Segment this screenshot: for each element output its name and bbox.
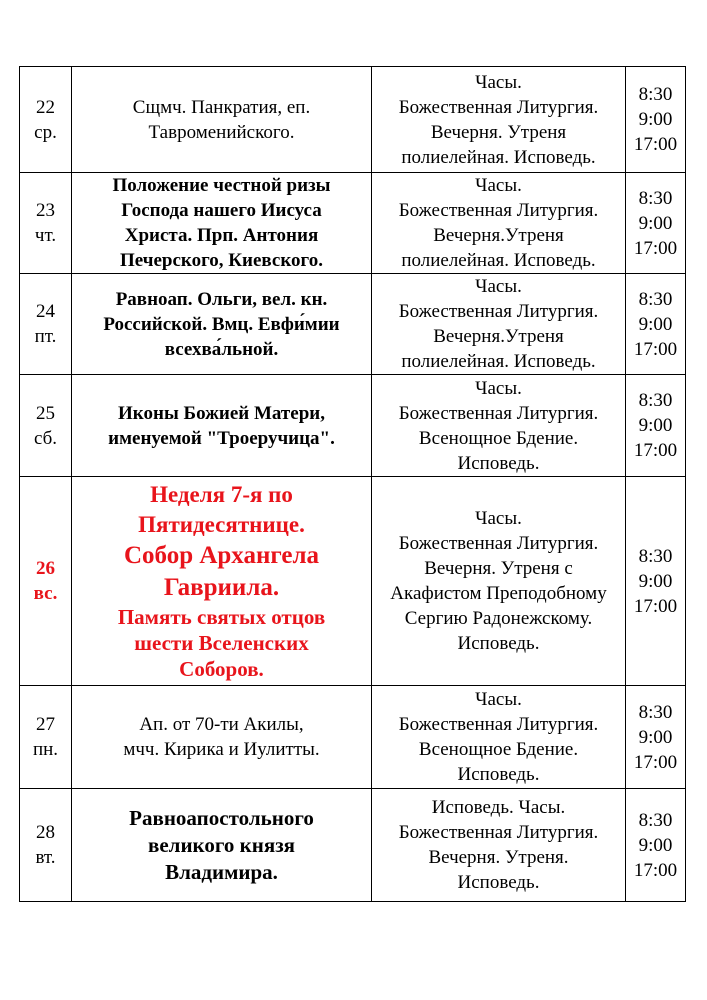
services-cell	[372, 477, 626, 686]
feast-cell	[72, 173, 372, 274]
service-line: Божественная Литургия.	[398, 200, 599, 221]
service-line: Исповедь.	[457, 633, 540, 654]
time-value: 8:30	[638, 390, 673, 411]
feast-line: Господа нашего Иисуса	[121, 200, 322, 221]
weekday: ср.	[34, 121, 57, 143]
feast-line: Печерского, Киевского.	[120, 250, 323, 271]
feast-cell	[72, 274, 372, 375]
time-value: 17:00	[633, 440, 678, 461]
service-line: Сергию Радонежскому.	[404, 608, 593, 629]
feast-line: Тавроменийского.	[148, 121, 295, 143]
table-row	[20, 67, 686, 173]
service-line: Часы.	[475, 508, 522, 529]
feast-line: шести Вселенских	[134, 631, 309, 655]
service-line: полиелейная. Исповедь.	[401, 146, 596, 168]
date-cell	[20, 274, 72, 375]
service-line: Часы.	[475, 276, 522, 297]
time-value: 9:00	[638, 313, 673, 335]
service-line: Божественная Литургия.	[398, 402, 599, 424]
date-cell	[20, 789, 72, 902]
service-line: Всенощное Бдение.	[418, 739, 579, 760]
feast-line: Неделя 7-я по	[150, 482, 293, 507]
service-line: Часы.	[475, 689, 522, 710]
weekday: вс.	[33, 583, 58, 604]
day-number: 25	[36, 402, 55, 424]
table-row-sunday	[20, 477, 686, 686]
service-line: Божественная Литургия.	[398, 714, 599, 735]
feast-cell	[72, 375, 372, 477]
times-cell	[626, 477, 686, 686]
feast-cell	[72, 686, 372, 789]
services-cell	[372, 274, 626, 375]
feast-line: Соборов.	[179, 657, 264, 681]
feast-cell	[72, 67, 372, 173]
feast-line: мчч. Кирика и Иулитты.	[123, 739, 320, 760]
feast-cell	[72, 789, 372, 902]
feast-line: Равноап. Ольги, вел. кн.	[115, 288, 328, 310]
time-value: 9:00	[638, 570, 673, 592]
services-cell	[372, 173, 626, 274]
service-line: Часы.	[475, 71, 522, 93]
weekday: чт.	[34, 225, 57, 246]
times-cell	[626, 67, 686, 173]
service-line: Исповедь.	[457, 452, 540, 474]
day-number: 22	[36, 96, 55, 118]
services-cell	[372, 67, 626, 173]
table-row	[20, 375, 686, 477]
day-number: 27	[36, 714, 55, 735]
time-value: 17:00	[633, 751, 678, 773]
time-value: 17:00	[633, 338, 678, 360]
date-cell	[20, 173, 72, 274]
feast-line: Гавриила.	[163, 574, 280, 601]
weekday: пн.	[32, 739, 59, 760]
day-number: 28	[36, 822, 55, 843]
service-line: полиелейная. Исповедь.	[401, 351, 596, 372]
time-value: 9:00	[638, 109, 673, 130]
feast-line: Равноапостольного	[129, 805, 314, 830]
feast-line: Сщмч. Панкратия, еп.	[132, 96, 311, 118]
service-line: Вечерня.Утреня	[433, 225, 564, 246]
feast-line: великого князя	[148, 832, 295, 857]
weekday: вт.	[35, 847, 56, 868]
feast-line: Российской. Вмц. Евфи́мии	[103, 313, 340, 335]
feast-line: Положение честной ризы	[112, 175, 331, 196]
day-number: 23	[36, 200, 55, 221]
times-cell	[626, 375, 686, 477]
service-line: полиелейная. Исповедь.	[401, 250, 596, 271]
feast-line: Память святых отцов	[117, 605, 326, 629]
feast-line: именуемой "Троеручица".	[108, 427, 335, 449]
service-line: Исповедь.	[457, 872, 540, 893]
service-line: Исповедь. Часы.	[431, 797, 566, 818]
time-value: 9:00	[638, 726, 673, 748]
service-line: Вечерня. Утреня.	[428, 847, 569, 868]
table-row	[20, 686, 686, 789]
date-cell	[20, 477, 72, 686]
schedule-table	[19, 66, 686, 902]
service-line: Часы.	[475, 377, 522, 399]
service-line: Вечерня. Утреня с	[424, 558, 573, 579]
time-value: 9:00	[638, 212, 673, 234]
feast-line: Христа. Прп. Антония	[124, 225, 319, 246]
feast-line: Иконы Божией Матери,	[118, 402, 325, 424]
services-cell	[372, 686, 626, 789]
services-cell	[372, 375, 626, 477]
services-cell	[372, 789, 626, 902]
time-value: 8:30	[638, 187, 673, 209]
feast-cell	[72, 477, 372, 686]
service-line: Акафистом Преподобному	[390, 583, 607, 604]
service-line: Исповедь.	[457, 764, 540, 785]
times-cell	[626, 274, 686, 375]
time-value: 8:30	[638, 809, 673, 831]
time-value: 8:30	[638, 288, 673, 310]
table-row	[20, 173, 686, 274]
service-line: Божественная Литургия.	[398, 96, 599, 118]
time-value: 8:30	[638, 545, 673, 567]
feast-line: Собор Архангела	[123, 542, 320, 569]
date-cell	[20, 375, 72, 477]
service-line: Вечерня. Утреня	[430, 121, 567, 143]
date-cell	[20, 686, 72, 789]
weekday: пт.	[34, 326, 57, 347]
time-value: 8:30	[638, 84, 673, 105]
feast-line: Владимира.	[165, 859, 278, 884]
time-value: 17:00	[633, 859, 678, 881]
times-cell	[626, 173, 686, 274]
time-value: 8:30	[638, 701, 673, 723]
time-value: 17:00	[633, 134, 678, 155]
time-value: 17:00	[633, 595, 678, 617]
day-number: 26	[36, 558, 55, 579]
service-line: Божественная Литургия.	[398, 822, 599, 843]
table-row	[20, 274, 686, 375]
service-line: Всенощное Бдение.	[418, 427, 579, 449]
service-line: Божественная Литургия.	[398, 301, 599, 322]
service-line: Божественная Литургия.	[398, 533, 599, 554]
times-cell	[626, 686, 686, 789]
time-value: 9:00	[638, 834, 673, 856]
date-cell	[20, 67, 72, 173]
feast-line: всехва́льной.	[164, 338, 279, 360]
day-number: 24	[36, 301, 55, 322]
time-value: 17:00	[633, 237, 678, 259]
table-row	[20, 789, 686, 902]
service-line: Вечерня.Утреня	[433, 326, 564, 347]
weekday: сб.	[33, 427, 58, 449]
service-line: Часы.	[475, 175, 522, 196]
times-cell	[626, 789, 686, 902]
time-value: 9:00	[638, 415, 673, 436]
feast-line: Ап. от 70-ти Акилы,	[139, 714, 304, 735]
feast-line: Пятидесятнице.	[138, 512, 305, 537]
